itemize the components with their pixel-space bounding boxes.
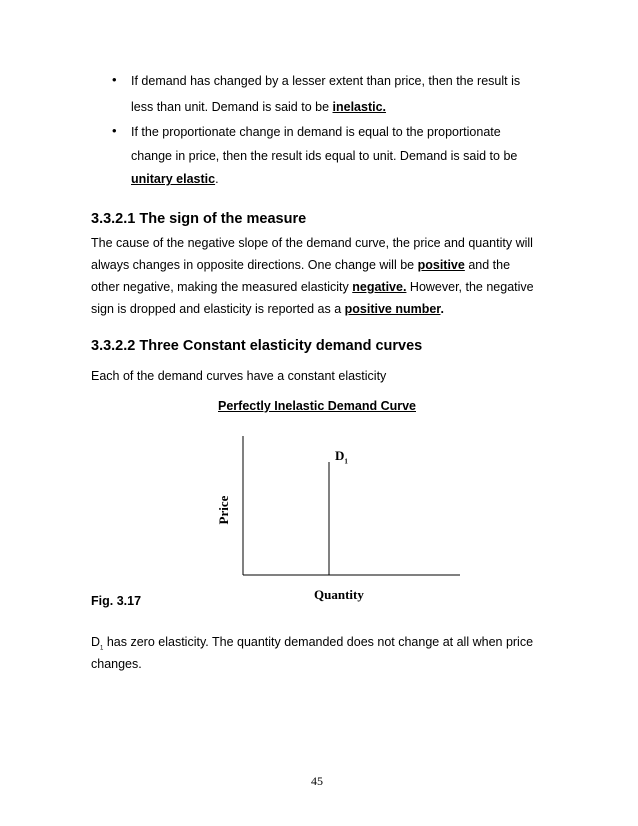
section1-text-1: The cause of the negative slope of the demand curve, the price and quantity will <box>91 236 533 250</box>
bullet-2-text-2: change in price, then the result ids equal to unit. Demand is said to be <box>131 149 518 163</box>
closing-d-subscript: 1 <box>100 645 104 652</box>
section-heading-constant-elasticity: 3.3.2.2 Three Constant elasticity demand curves <box>91 338 423 354</box>
closing-line-1 <box>91 634 533 657</box>
bullet-2-period: . <box>215 172 219 186</box>
bullet-2-text-1: If the proportionate change in demand is equal to the proportionate <box>131 125 501 139</box>
closing-text-1: has zero elasticity. The quantity demanded does not change at all when price <box>103 635 534 649</box>
section1-text-2: always changes in opposite directions. One change will be <box>91 258 418 272</box>
inelastic-term: inelastic. <box>332 100 387 114</box>
section1-text-3-post: However, the negative <box>406 280 534 294</box>
closing-d-letter: D <box>91 635 101 649</box>
section2-intro: Each of the demand curves have a constant elasticity <box>91 369 387 383</box>
section-heading-sign: 3.3.2.1 The sign of the measure <box>91 211 307 227</box>
y-axis-label: Price <box>216 495 231 525</box>
bullet-dot: • <box>112 123 117 138</box>
bullet-dot: • <box>112 72 117 87</box>
section1-text-3: other negative, making the measured elasticity <box>91 280 353 294</box>
figure-label: Fig. 3.17 <box>91 594 142 608</box>
positive-term: positive <box>417 258 465 272</box>
d-subscript: 1 <box>344 457 348 466</box>
demand-curve-label <box>335 448 348 466</box>
chart-title: Perfectly Inelastic Demand Curve <box>218 399 416 413</box>
closing-line-2: changes. <box>91 657 142 671</box>
page-number: 45 <box>311 774 323 788</box>
bullet-1-text-1: If demand has changed by a lesser extent than price, then the result is <box>131 74 521 88</box>
unitary-elastic-term: unitary elastic <box>131 172 216 186</box>
section1-text-4: sign is dropped and elasticity is reported as a <box>91 302 345 316</box>
d-letter: D <box>335 448 345 463</box>
bullet-1-text-2: less than unit. Demand is said to be <box>131 100 333 114</box>
negative-term: negative. <box>352 280 407 294</box>
section1-text-4-post: . <box>440 302 444 316</box>
section1-text-2-post: and the <box>464 258 511 272</box>
positive-number-term: positive number <box>344 302 441 316</box>
x-axis-label: Quantity <box>314 587 364 602</box>
